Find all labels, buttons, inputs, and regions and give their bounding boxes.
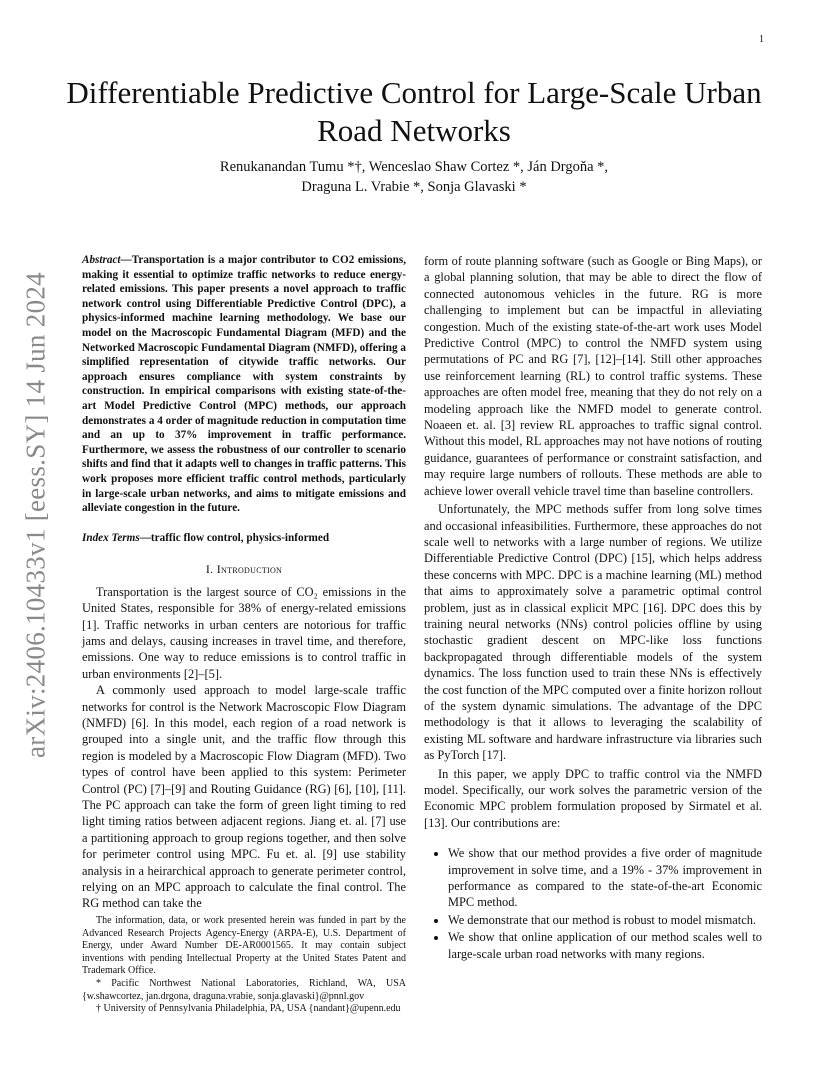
section-title: Introduction (216, 562, 283, 577)
author-line-1: Renukanandan Tumu *†, Wenceslao Shaw Cortez *, Ján Drgoňa *, (219, 159, 609, 175)
right-column (424, 253, 762, 963)
author-block (90, 157, 738, 197)
intro-paragraph-2: A commonly used approach to model large-scale traffic networks for control is the Network Macroscopic Flow Diagram (NMFD) [6]. In this model, each region of a road network is grouped into a single unit, and the traffic flow through this region is modeled by a Macroscopic Flow Diagram (MFD). Two types of control have been applied to this system: Perimeter Control (PC) [7]–[9] and Routing Guidance (RG) [6], [10], [11]. The PC approach can take the form of green light timing to red light timing ratios between adjacent regions. Jiang et. al. [7] use a partitioning approach to group regions together, and then solve for perimeter control using MPC. Fu et. al. [9] use stability analysis in a heirarchical approach to generate perimeter control, relying on an MPC approach to calculate the final control. The RG method can take the (82, 683, 406, 911)
index-terms-label: Index Terms (82, 531, 140, 544)
author-line-2: Draguna L. Vrabie *, Sonja Glavaski * (301, 179, 527, 195)
left-column (82, 253, 406, 912)
section-heading (82, 561, 406, 577)
abstract-text: —Transportation is a major contributor to CO2 emissions, making it essential to optimize traffic networks to reduce energy-related emissions. This paper presents a novel approach to traffic network control using Differentiable Predictive Control (DPC), a physics-informed machine learning methodology. We base our model on the Macroscopic Fundamental Diagram (MFD) and the Networked Macroscopic Fundamental Diagram (NMFD), offering a simplified representation of citywide traffic networks. Our approach ensures compliance with system constraints by construction. In empirical comparisons with existing state-of-the-art Model Predictive Control (MPC) methods, our approach demonstrates a 4 order of magnitude reduction in computation time and an up to 37% improvement in traffic performance. Furthermore, we assess the robustness of our controller to scenario shifts and find that it adapts well to changes in traffic patterns. This work proposes more efficient traffic control methods, particularly in large-scale urban networks, and aims to mitigate emissions and alleviate congestion in the future. (82, 254, 406, 515)
list-item: • We demonstrate that our method is robust to model mismatch. (448, 912, 762, 928)
arxiv-watermark (16, 272, 56, 758)
intro-paragraph-5: In this paper, we apply DPC to traffic control via the NMFD model. Specifically, our work solves the parametric version of the Economic MPC problem formulation proposed by Sirmatel et al. [13]. Our contributions are: (424, 766, 762, 830)
page-number: 1 (759, 34, 764, 45)
list-item: • We show that our method provides a five order of magnitude improvement in solve time, and a 19% - 37% improvement in performance as compared to the state-of-the-art Economic MPC method. (448, 845, 762, 911)
footnotes (82, 915, 406, 1016)
index-terms (82, 531, 406, 546)
affiliation-footnote-2: † University of Pennsylvania Philadelphia, PA, USA {nandant}@upenn.edu (96, 1003, 401, 1015)
affiliation-footnote-1: * Pacific Northwest National Laboratories, Richland, WA, USA {w.shawcortez, jan.drgona, draguna.vrabie, sonja.glavaski}@pnnl.gov (82, 977, 406, 1002)
intro-paragraph-3: form of route planning software (such as Google or Bing Maps), or a global planning solution, that may be able to direct the flow of connected autonomous vehicles in the future. RG is more challenging to implement but can be impactful in alleviating congestion. Much of the existing state-of-the-art work uses Model Predictive Control (MPC) to control the NMFD system using permutations of PC and RG [7], [12]–[14]. Still other approaches use reinforcement learning (RL) to control traffic systems. These approaches are often model free, meaning that they do not rely on a modeling approach like the NMFD model to generate control. Noaeen et. al. [3] review RL approaches to traffic signal control. Without this model, RL approaches may not have notions of routing guidance, guarantees of performance or constraint satisfaction, and may require large numbers of rollouts. These methods are able to achieve lower overall vehicle travel time than baseline controllers. (424, 254, 762, 498)
arxiv-id: arXiv:2406.10433v1 [eess.SY] 14 Jun 2024 (20, 272, 51, 758)
abstract (82, 253, 406, 516)
intro-paragraph-1: Transportation is the largest source of CO₂ emissions in the United States, responsible for 38% of energy-related emissions [1]. Traffic networks in urban centers are notorious for traffic jams and delays, causing increases in travel time, and therefore, emissions. One way to reduce emissions is to control traffic in urban environments [2]–[5]. (82, 584, 406, 681)
intro-paragraph-4: Unfortunately, the MPC methods suffer from long solve times and occasional infeasibilities. Furthermore, these approaches do not scale well to networks with a large number of regions. We utilize Differentiable Predictive Control (DPC) [15], which helps address these concerns with MPC. DPC is a machine learning (ML) method that aims to approximately solve a parametric optimal control problem, just as in classical explicit MPC [16]. DPC does this by training neural networks (NNs) control policies offline by using stochastic gradient descent on MPC-like loss functions backpropagated through differentiable models of the system dynamics. The loss function used to train these NNs is effectively the cost function of the MPC computed over a finite horizon rollout of the system dynamic simulations. The advantage of the DPC methodology is that it allows to leveraging the scalability of existing ML software and hardware infrastructure via libraries such as PyTorch [17]. (424, 502, 762, 763)
paper-title: Differentiable Predictive Control for Large-Scale Urban Road Networks (66, 75, 762, 148)
abstract-label: Abstract (82, 254, 121, 266)
funding-footnote: The information, data, or work presented herein was funded in part by the Advanced Research Projects Agency-Energy (ARPA-E), U.S. Department of Energy, under Award Number DE-AR0001565. It may contain subject inventions with pending Intellectual Property at the United States Patent and Trademark Office. (82, 915, 406, 977)
index-terms-text: —traffic flow control, physics-informed (139, 531, 330, 544)
section-number: I. (205, 562, 214, 577)
list-item: • We show that online application of our method scales well to large-scale urban road networks with many regions. (448, 929, 762, 962)
contributions-list (424, 845, 762, 962)
